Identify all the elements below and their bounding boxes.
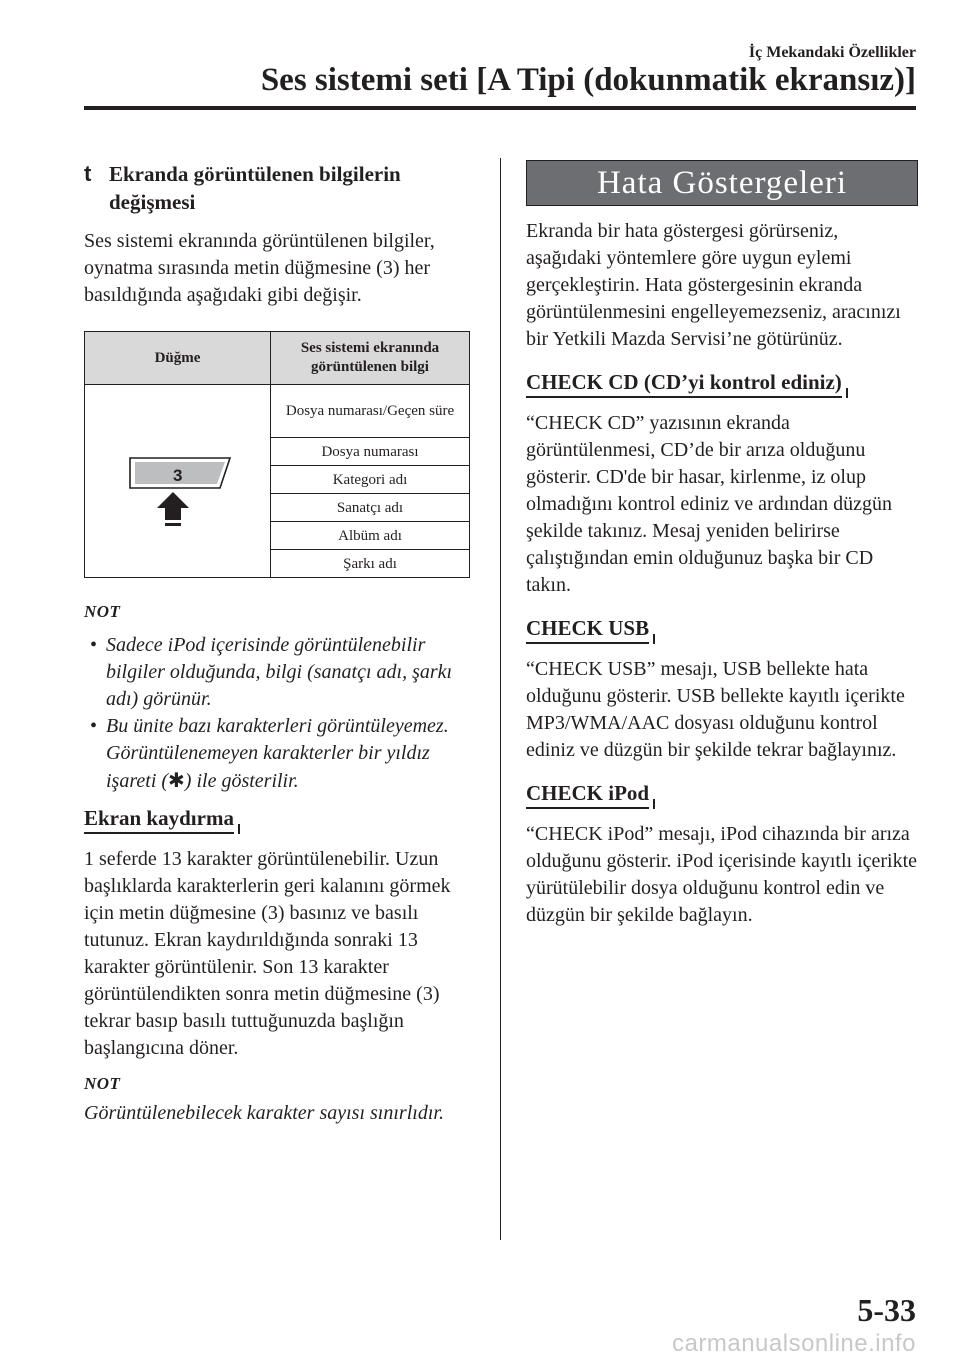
section-heading: [84, 160, 472, 216]
scroll-paragraph: 1 seferde 13 karakter görüntülenebilir. Uzun başlıklarda karakterlerin geri kalanını görmek için metin düğmesine (3) basınız ve basılı tutunuz. Ekran kaydırıldığında sonraki 13 karakter görüntülenir. Son 13 karakter görüntülendikten sonra metin düğmesine (3) tekrar basıp basılı tuttuğunuzda başlığın başlangıcına döner.: [84, 848, 451, 1059]
table-cell: Kategori adı: [271, 466, 470, 494]
button-illustration-cell: [85, 385, 271, 578]
section-title-line2: değişmesi: [109, 190, 196, 214]
page-title: Ses sistemi seti [A Tipi (dokunmatik ekransız)]: [260, 62, 916, 98]
error-intro: Ekranda bir hata göstergesi görürseniz, aşağıdaki yöntemlere göre uygun eylemi gerçekleştirin. Hata göstergesinin ekranda görüntülenmesini engelleyemezseniz, aracınızı bir Yetkili Mazda Servisi’ne götürünüz.: [526, 220, 901, 350]
check-cd-text: “CHECK CD” yazısının ekranda görüntülenmesi, CD’de bir arıza olduğunu gösterir. CD'de bir hasar, kirlenme, iz olup olmadığını kontrol ediniz ve ardından düzgün şekilde takınız. Mesaj yeniden belirirse çalıştığından emin olduğunuz başka bir CD takın.: [526, 412, 893, 596]
bullet: •: [90, 634, 98, 656]
table-cell: Dosya numarası/Geçen süre: [271, 385, 470, 438]
check-ipod-text: “CHECK iPod” mesajı, iPod cihazında bir arıza olduğunu gösterir. iPod içerisinde kayıtlı içerikte yürütülebilir dosya olduğunu kontrol edin ve düzgün bir şekilde bağlayın.: [526, 823, 918, 926]
press-arrow-icon: [157, 492, 189, 526]
text-button-illustration: [85, 396, 270, 562]
watermark: carmanualsonline.info: [672, 1330, 916, 1357]
check-cd-heading: CHECK CD (CD’yi kontrol ediniz): [526, 369, 842, 398]
note-item-text: Sadece iPod içerisinde görüntülenebilir bilgiler olduğunda, bilgi (sanatçı adı, şarkı adı) görünür.: [106, 634, 453, 710]
chapter-label: İç Mekandaki Özellikler: [748, 44, 916, 61]
section-title-line1: Ekranda görüntülenen bilgilerin: [109, 162, 401, 186]
note-list: [84, 632, 472, 795]
bullet: •: [90, 715, 98, 737]
asterisk-icon: ✱: [168, 768, 185, 792]
check-usb-heading: CHECK USB: [526, 615, 649, 644]
note-text-2: Görüntülenebilecek karakter sayısı sınırlıdır.: [84, 1102, 444, 1124]
table-cell: Sanatçı adı: [271, 494, 470, 522]
check-usb-text: “CHECK USB” mesajı, USB bellekte hata olduğunu gösterir. USB bellekte kayıtlı içerikte MP3/WMA/AAC dosyası olduğunu kontrol ediniz ve düzgün bir şekilde tekrar bağlayınız.: [526, 658, 905, 761]
check-ipod-heading: CHECK iPod: [526, 780, 649, 809]
button-number: 3: [173, 465, 183, 485]
note-item-text-pre: Bu ünite bazı karakterleri görüntüleyemez. Görüntülenemeyen karakterler bir yıldız işareti (: [106, 715, 449, 792]
note-label: NOT: [84, 602, 121, 621]
note-item-text-post: ) ile gösterilir.: [184, 770, 299, 792]
left-column: [84, 160, 472, 1127]
header-rule: [84, 106, 916, 110]
table-header-row: [85, 332, 470, 385]
table-cell: Şarkı adı: [271, 550, 470, 578]
right-column: [526, 160, 918, 929]
scroll-heading: Ekran kaydırma: [84, 805, 234, 834]
table-cell: Albüm adı: [271, 522, 470, 550]
section-marker: t: [84, 161, 92, 186]
table-header-button: Düğme: [85, 332, 271, 385]
display-info-table: [84, 331, 470, 578]
error-indicators-heading: Hata Göstergeleri: [526, 160, 918, 206]
note-label-2: NOT: [84, 1074, 121, 1093]
table-row: [85, 385, 470, 438]
page-number: 5-33: [857, 1292, 916, 1328]
table-cell: Dosya numarası: [271, 438, 470, 466]
note-item: [84, 713, 472, 795]
table-header-info: Ses sistemi ekranında görüntülenen bilgi: [271, 332, 470, 385]
column-divider: [500, 158, 501, 1240]
intro-paragraph: Ses sistemi ekranında görüntülenen bilgiler, oynatma sırasında metin düğmesine (3) her basıldığında aşağıdaki gibi değişir.: [84, 230, 435, 306]
note-item: [84, 632, 472, 713]
